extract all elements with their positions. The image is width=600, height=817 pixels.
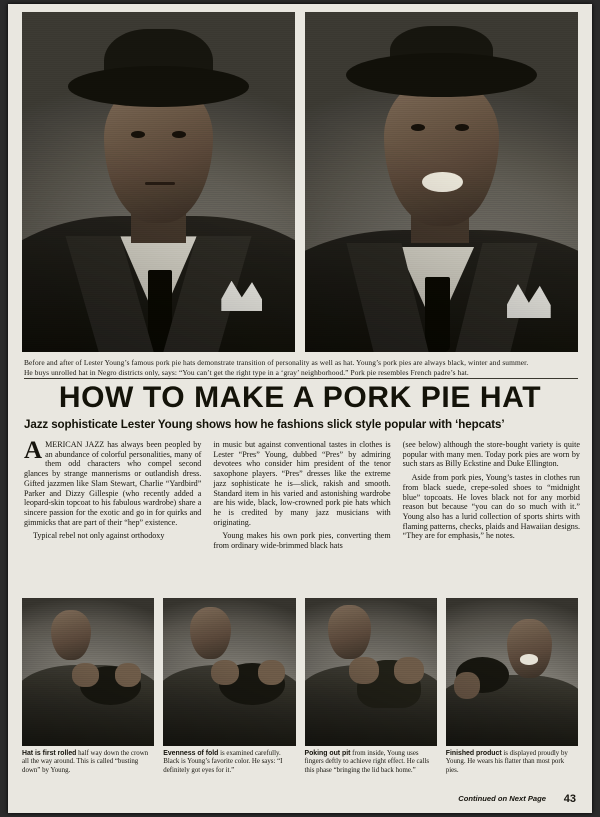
step-caption-1 [22, 750, 154, 790]
step-caption-lead: Evenness of fold [163, 750, 219, 757]
article-body [24, 437, 580, 590]
head [328, 605, 370, 658]
hands [258, 660, 284, 685]
paragraph [24, 437, 202, 527]
portrait-figure-right [305, 12, 578, 352]
hat-brim [346, 53, 537, 97]
step-caption-text: is displayed proudly by Young. He wears his flatter than most pork pies. [445, 750, 568, 774]
continued-label: Continued on Next Page [458, 794, 546, 803]
top-photo-row [22, 12, 578, 352]
photo-after [305, 12, 578, 352]
step-caption-lead: Finished product [445, 750, 502, 757]
step-caption-3 [305, 750, 437, 790]
hands [349, 657, 378, 684]
hands [72, 663, 98, 687]
divider-rule [24, 378, 578, 379]
hands [115, 663, 141, 687]
necktie [425, 277, 450, 352]
step-caption-lead: Hat is first rolled [22, 750, 77, 757]
caption-line-2: He buys unrolled hat in Negro districts only, says: “You can’t get the right type in a ‘gray’ neighborhood.” Pork pie resembles French padre’s hat. [24, 367, 469, 377]
step-caption-text: from inside, Young uses fingers deftly to achieve right effect. He calls this phase “bringing the lid back home.” [304, 750, 430, 774]
step-caption-text: half way down the crown all the way around. This is called “busting down” by Young. [22, 750, 149, 774]
step-photo-3 [305, 598, 437, 746]
step-photo-4 [446, 598, 578, 746]
hands [454, 672, 480, 699]
mouth [520, 654, 539, 664]
hands [211, 660, 239, 685]
page-subtitle: Jazz sophisticate Lester Young shows how he fashions slick style popular with ‘hepcats’ [24, 418, 505, 431]
face [384, 77, 499, 227]
drop-cap: A [24, 437, 43, 464]
eye-left [411, 124, 425, 131]
paragraph: (see below) although the store-bought variety is quite popular with many men. Today pork pies are worn by such stars as Billy Eckstine and Duke Ellington. [402, 440, 580, 469]
step-photo-1 [22, 598, 154, 746]
magazine-page [8, 4, 592, 813]
head [507, 619, 552, 678]
column-2 [213, 440, 390, 590]
portrait-figure-left [22, 12, 295, 352]
step-photo-strip [22, 598, 578, 746]
top-photo-caption [24, 358, 578, 377]
eye-right [455, 124, 469, 131]
paragraph: Aside from pork pies, Young’s tastes in clothes run from black suede, crepe-soled shoes to “midnight blue” topcoats. He loves black not for any morbid reason but because “you can do so much with it.” Young also has a lurid collection of sports shirts with flaming patterns, checks, plaids and Hawaiian designs. “They are for emphasis,” he notes. [402, 473, 580, 541]
head [51, 610, 91, 660]
page-number: 43 [563, 793, 576, 805]
caption-line-1: Before and after of Lester Young’s famous pork pie hats demonstrate transition of personality as well as hat. Young’s pork pies are always black, winter and summer. [24, 358, 529, 367]
paragraph: Young makes his own pork pies, converting them from ordinary wide-brimmed black hats [213, 531, 391, 551]
step-caption-4 [446, 750, 578, 790]
step-caption-text: is examined carefully. Black is Young’s favorite color. He says: “I definitely got eyes for it.” [163, 750, 283, 774]
column-3 [403, 440, 580, 590]
paragraph: Typical rebel not only against orthodoxy [33, 531, 165, 541]
hat-brim [68, 66, 248, 107]
mouth [145, 182, 175, 185]
step-photo-2 [163, 598, 295, 746]
paragraph-text: MERICAN JAZZ has always been peopled by an abundance of colorful personalities, many of them odd characters who compel second glances by strange mannerisms or outlandish dress. Gifted jazzmen like Slam Stewart, Charlie “Yardbird” Parker and Dizzy Gillespie (who recently added a leopard-skin topcoat to his fabulous wardrobe) share a sincere passion for the exotic and go in for quirks and gimmicks that are part of their “hep” existence. [24, 440, 202, 527]
paragraph: in music but against conventional tastes in clothes is Lester “Pres” Young, dubbed “Pres” by admiring devotees who consider him president of the tenor saxophone players. “Pres” dresses like the extreme jazz sophisticate he is—slick, rakish and smooth. Standard item in his varied and astonishing wardrobe are his wide, black, low-crowned pork pie hats which he is credited by many jazz musicians with originating. [213, 440, 391, 527]
page-title: HOW TO MAKE A PORK PIE HAT [58, 381, 542, 414]
step-caption-row [22, 750, 578, 790]
head [190, 607, 231, 659]
column-1 [24, 437, 202, 590]
step-caption-2 [163, 750, 295, 790]
photo-before [22, 12, 295, 352]
step-caption-lead: Poking out pit [304, 750, 351, 757]
hands [394, 657, 423, 684]
